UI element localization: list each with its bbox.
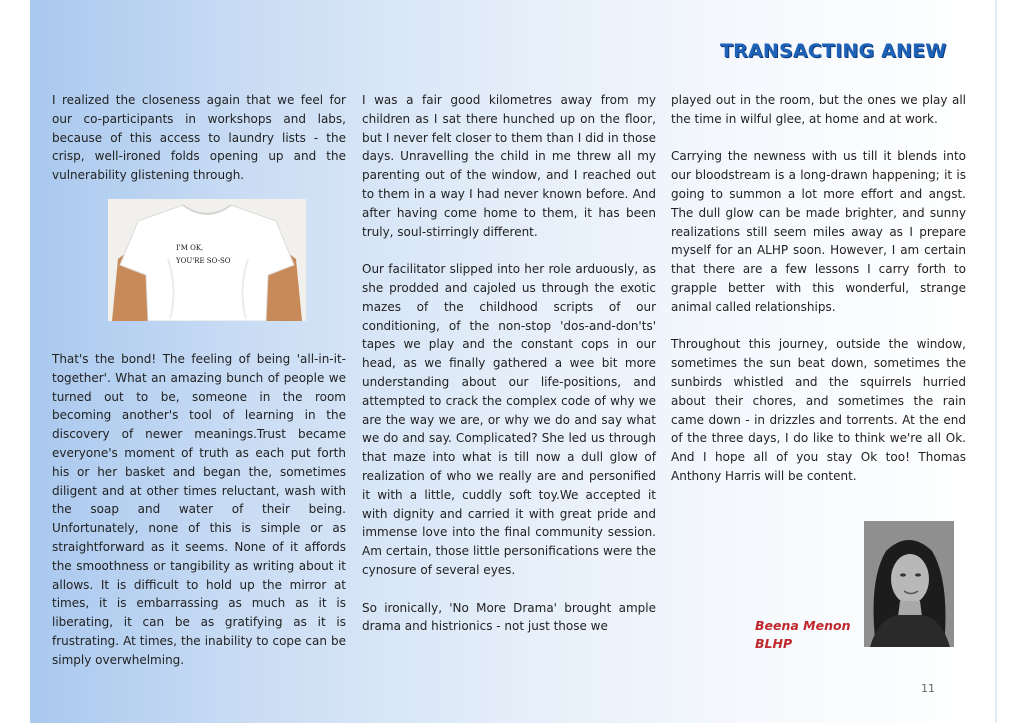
tshirt-photo [108,199,306,321]
author-portrait [864,521,954,647]
paragraph: I realized the closeness again that we feel for our co-participants in workshops and labs, because of this access to laundry lists - the crisp, well-ironed folds opening up and the vulnerability glistening through. [52,93,346,183]
article-column-1-bottom [52,350,346,670]
paragraph: I was a fair good kilometres away from my children as I sat there hunched up on the floor, but I never felt closer to them than I did in those days. Unravelling the child in me threw all my parenting out of the window, and I reached out to them in a way I had never known before. And after having come home to them, it has been truly, soul-stirringly different. [362,93,656,239]
paragraph: Carrying the newness with us till it blends into our bloodstream is a long-drawn happening; it is going to summon a lot more effort and angst. The dull glow can be made brighter, and sunny realizations still seem miles away as I prepare myself for an ALHP soon. However, I am certain that there are a few lessons I carry forth to grapple better with this wonderful, strange animal called relationships. [671,149,966,314]
article-column-2 [362,91,656,636]
author-name: Beena Menon [755,618,851,633]
page-title: TRANSACTING ANEW [720,40,947,62]
paragraph: Our facilitator slipped into her role arduously, as she prodded and cajoled us through the exotic mazes of the childhood scripts of our conditioning, of the non-stop 'dos-and-don'ts' tapes we play and the constant cops in our head, as we finally gathered a wee bit more understanding about our life-positions, and attempted to crack the complex code of why we are the way we are, or why we do and say what we do and say. Complicated? She led us through that maze into what is till now a dull glow of realization of who we really are and personified it with a little, cuddly soft toy.We accepted it with dignity and carried it with great pride and immense love into the final community session. Am certain, those little personifications were the cynosure of several eyes. [362,262,656,577]
tshirt-print-line2: YOU'RE SO-SO [176,257,231,265]
page-number: 11 [921,682,935,695]
tshirt-print-line1: I'M OK, [176,244,204,252]
paragraph: That's the bond! The feeling of being 'all-in-it-together'. What an amazing bunch of people we turned out to be, someone in the room becoming another's tool of learning in the discovery of newer meanings.Trust became everyone's moment of truth as each put forth his or her basket and began the, sometimes diligent and at other times reluctant, wash with the soap and water of their being. Unfortunately, none of this is simple or as straightforward as it seems. None of it affords the smoothness or tangibility as writing about it allows. It is difficult to hold up the mirror at times, it is embarrassing as much as it is liberating, it can be as gratifying as it is frustrating. At times, the inability to cope can be simply overwhelming. [52,352,346,667]
author-credential: BLHP [755,636,793,651]
article-column-1-top [52,91,346,185]
paragraph: So ironically, 'No More Drama' brought ample drama and histrionics - not just those we [362,600,656,634]
paragraph: played out in the room, but the ones we play all the time in wilful glee, at home and at work. [671,93,966,126]
author-byline [755,617,850,653]
article-column-3 [671,91,966,486]
paragraph: Throughout this journey, outside the window, sometimes the sun beat down, sometimes the sunbirds whistled and the squirrels hurried about their chores, and sometimes the rain came down - in drizzles and torrents. At the end of the three days, I do like to think we're all Ok. And I hope all of you stay Ok too! Thomas Anthony Harris will be content. [671,337,966,483]
page-edge [995,0,997,723]
